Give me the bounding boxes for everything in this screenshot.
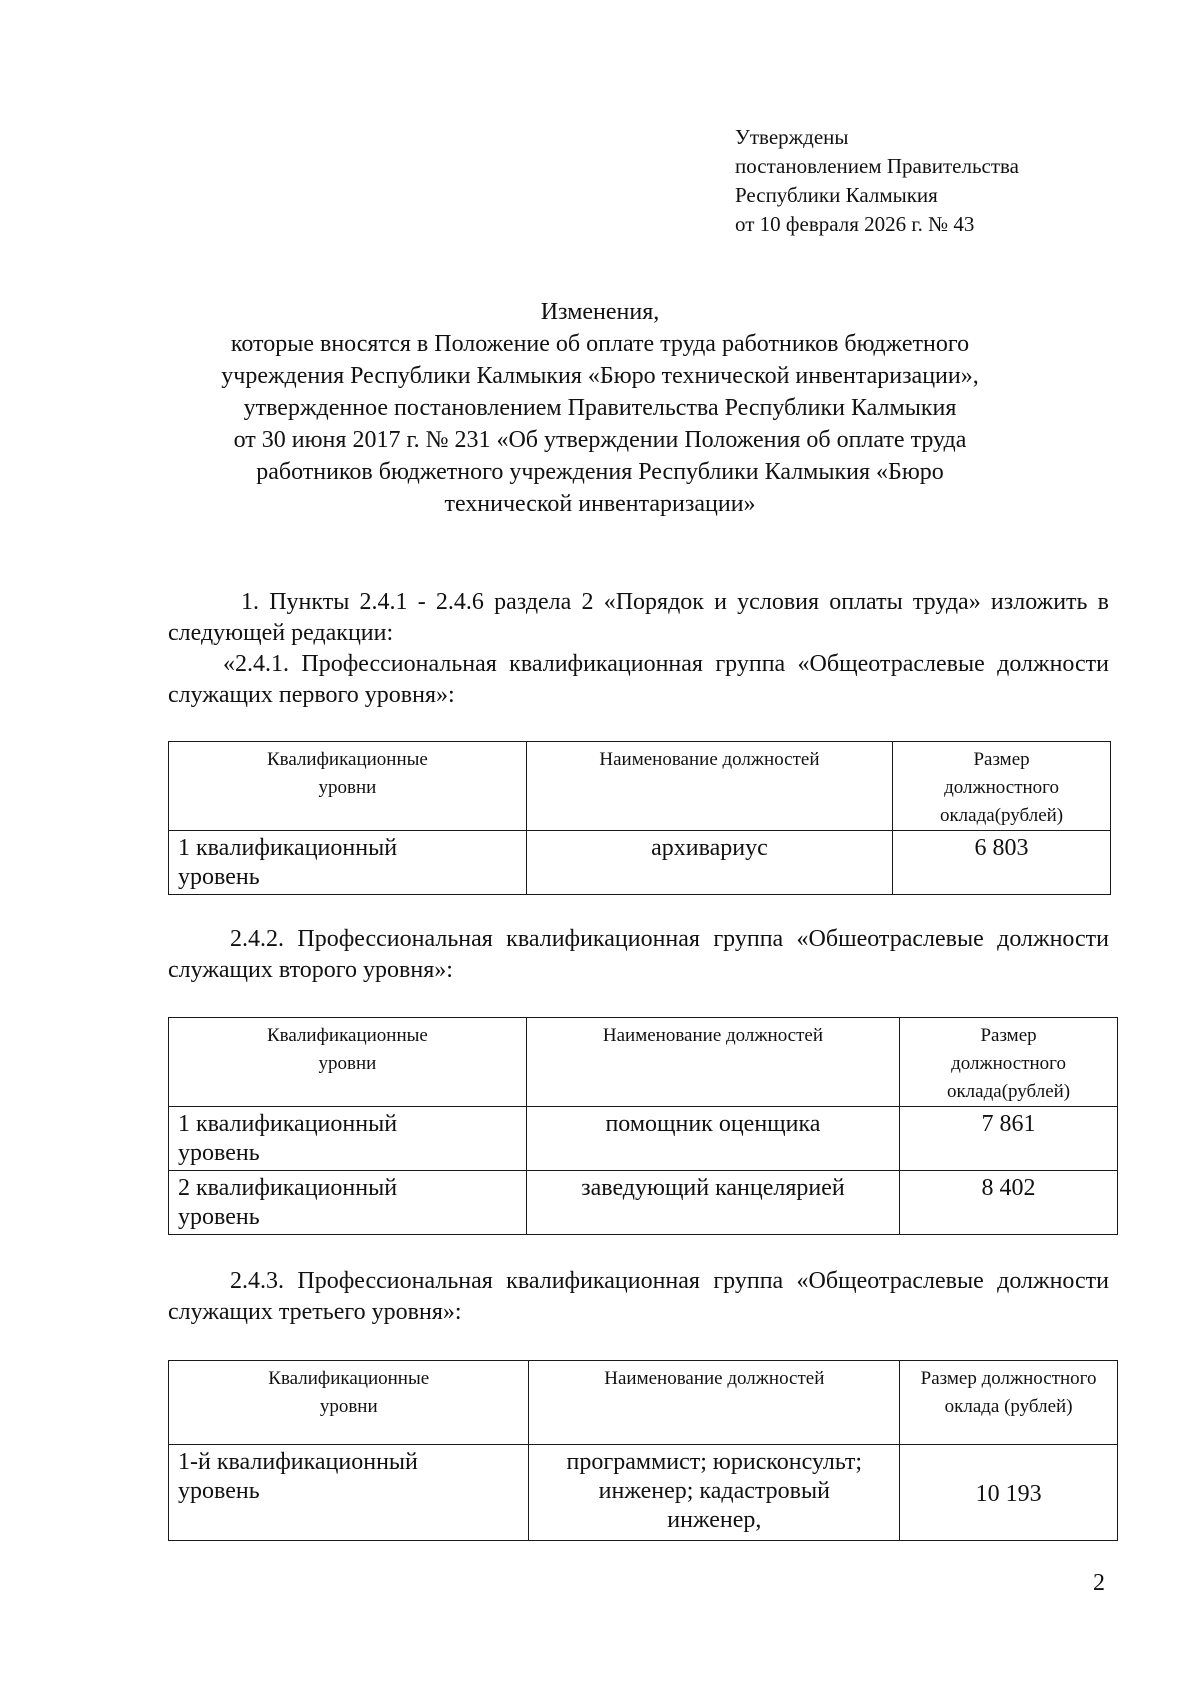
cell-level: 1 квалификационный уровень — [169, 831, 527, 895]
column-header-positions: Наименование должностей — [526, 1018, 899, 1107]
document-heading — [170, 296, 1030, 520]
paragraph-intro: 1. Пункты 2.4.1 - 2.4.6 раздела 2 «Порядок и условия оплаты труда» изложить в следующей редакции: — [168, 589, 1109, 646]
table-header-row — [169, 1018, 1118, 1107]
cell-salary: 10 193 — [900, 1445, 1118, 1541]
cell-position: программист; юрисконсульт; инженер; кадастровый инженер, — [529, 1445, 900, 1541]
column-header-levels: Квалификационные уровни — [169, 1361, 529, 1445]
heading-line: которые вносятся в Положение об оплате труда работников бюджетного — [230, 331, 970, 357]
heading-title: Изменения, — [540, 299, 660, 325]
table-row — [169, 1171, 1118, 1235]
cell-salary: 7 861 — [900, 1107, 1118, 1171]
column-header-positions: Наименование должностей — [526, 742, 892, 831]
approval-line: Республики Калмыкия — [735, 183, 938, 207]
column-header-levels: Квалификационные уровни — [169, 1018, 527, 1107]
table-row — [169, 1445, 1118, 1541]
heading-line: от 30 июня 2017 г. № 231 «Об утверждении Положения об оплате труда — [233, 427, 967, 453]
approval-line: постановлением Правительства — [735, 154, 1020, 178]
heading-line: технической инвентаризации» — [444, 491, 756, 517]
salary-table-3 — [168, 1360, 1118, 1541]
table-header-row — [169, 742, 1111, 831]
table-header-row — [169, 1361, 1118, 1445]
approval-block — [735, 123, 1019, 239]
table-row — [169, 831, 1111, 895]
cell-level: 2 квалификационный уровень — [169, 1171, 527, 1235]
cell-salary: 6 803 — [893, 831, 1111, 895]
approval-line: Утверждены — [735, 125, 849, 149]
cell-level: 1 квалификационный уровень — [169, 1107, 527, 1171]
table-row — [169, 1107, 1118, 1171]
column-header-positions: Наименование должностей — [529, 1361, 900, 1445]
cell-position: архивариус — [526, 831, 892, 895]
column-header-salary: Размер должностного оклада (рублей) — [900, 1361, 1118, 1445]
heading-line: учреждения Республики Калмыкия «Бюро технической инвентаризации», — [221, 363, 979, 389]
cell-level: 1-й квалификационный уровень — [169, 1445, 529, 1541]
approval-date-line: от 10 февраля 2026 г. № 43 — [735, 212, 975, 236]
paragraph-2-4-3: 2.4.3. Профессиональная квалификационная группа «Общеотраслевые должности служащих третьего уровня»: — [168, 1268, 1109, 1325]
heading-line: работников бюджетного учреждения Республики Калмыкия «Бюро — [256, 459, 944, 485]
cell-salary: 8 402 — [900, 1171, 1118, 1235]
page-number: 2 — [1093, 1570, 1105, 1596]
column-header-salary: Размер должностного оклада(рублей) — [900, 1018, 1118, 1107]
paragraph-2-4-2: 2.4.2. Профессиональная квалификационная группа «Обшеотраслевые должности служащих второго уровня»: — [168, 926, 1109, 983]
cell-position: помощник оценщика — [526, 1107, 899, 1171]
heading-line: утвержденное постановлением Правительства Республики Калмыкия — [243, 395, 957, 421]
column-header-salary: Размер должностного оклада(рублей) — [893, 742, 1111, 831]
salary-table-2 — [168, 1017, 1118, 1235]
cell-position: заведующий канцелярией — [526, 1171, 899, 1235]
column-header-levels: Квалификационные уровни — [169, 742, 527, 831]
paragraph-2-4-1: «2.4.1. Профессиональная квалификационная группа «Общеотраслевые должности служащих первого уровня»: — [168, 651, 1109, 708]
salary-table-1 — [168, 741, 1111, 895]
